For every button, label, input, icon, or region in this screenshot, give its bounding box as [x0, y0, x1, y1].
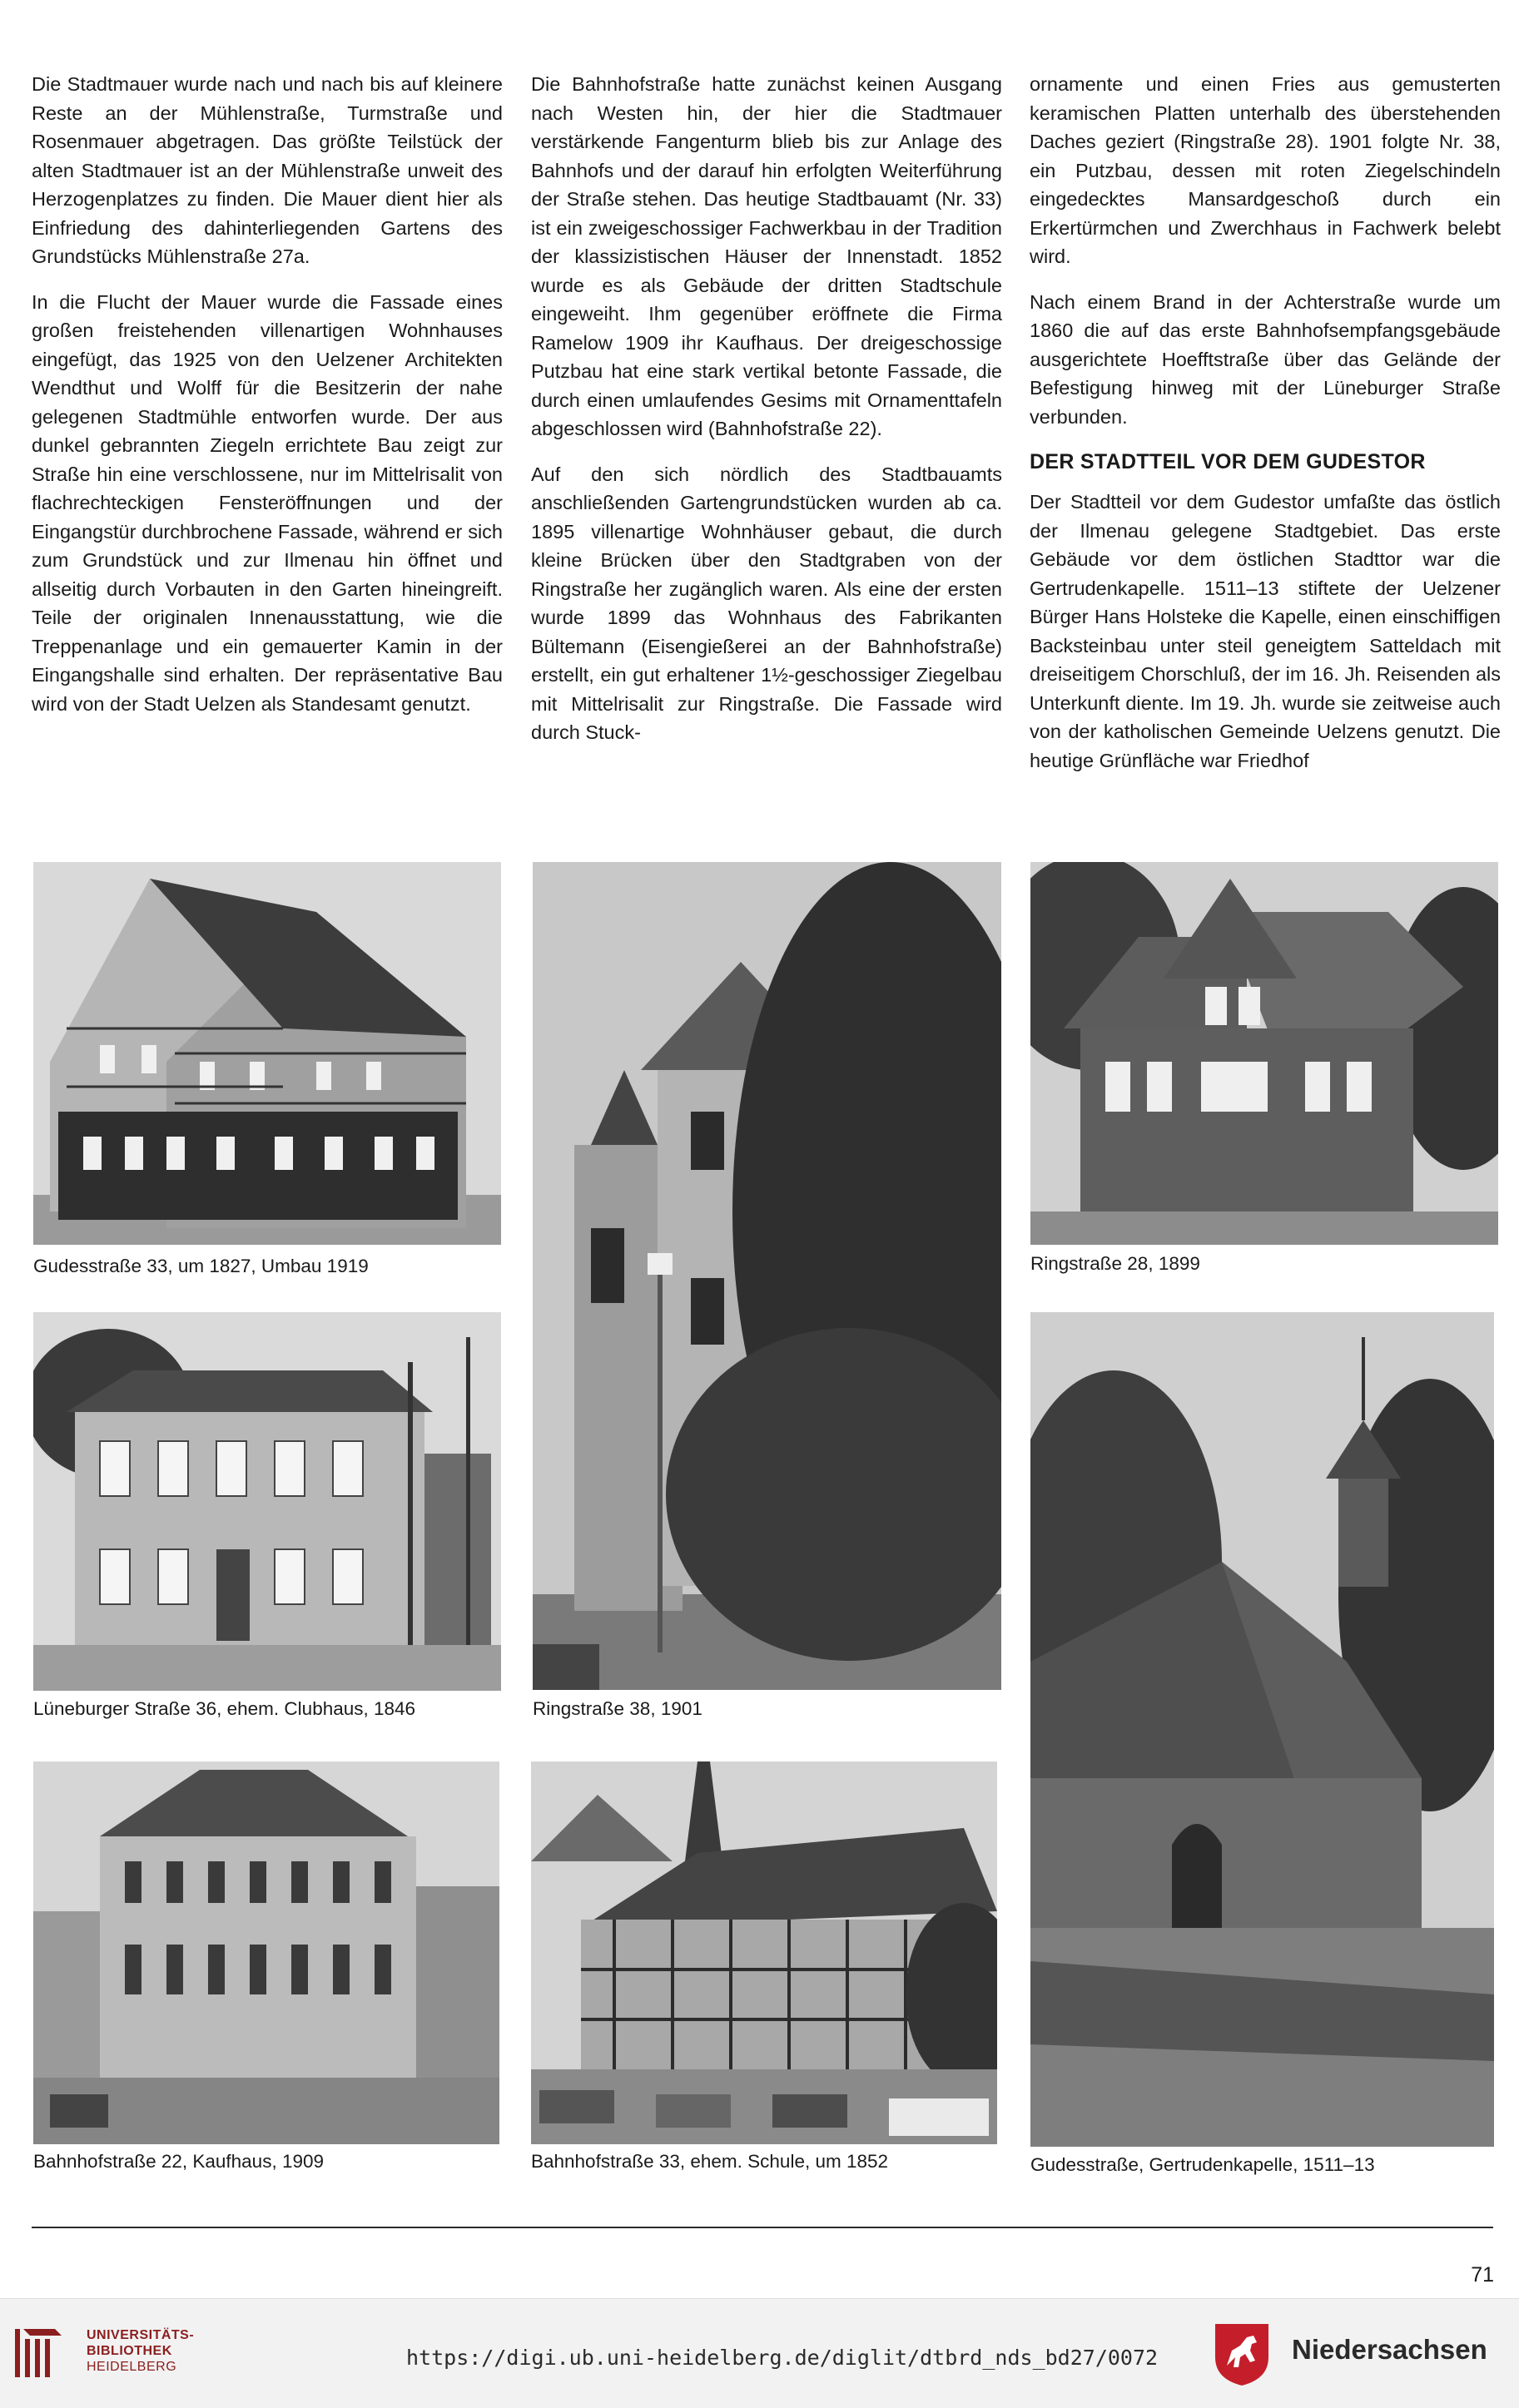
photo-bahnhofstrasse-33 [531, 1761, 997, 2144]
paragraph: ornamente und einen Fries aus gemusterten keramischen Platten unterhalb des überstehenden Daches geziert (Ringstraße 28). 1901 folgte Nr. 38, ein Putzbau, dessen mit roten Ziegelschindeln eingedecktes Mansardgeschoß durch ein Erkertürmchen und Zwerchhaus in Fachwerk belebt wird. [1030, 73, 1501, 267]
paragraph: Die Bahnhofstraße hatte zunächst keinen Ausgang nach Westen hin, der hier die Stadtmauer verstärkende Fangenturm blieb bis zur Anlage des Bahnhofs und der darauf hin erfolgten Weiterführung der Straße stehen. Das heutige Stadtbauamt (Nr. 33) ist ein zweigeschossiger Fachwerkbau in der Tradition der klassizistischen Häuser der Innenstadt. 1852 wurde es als Gebäude der dritten Stadtschule eingeweiht. Ihm gegenüber eröffnete die Firma Ramelow 1909 ihr Kaufhaus. Der dreigeschossige Putzbau hat eine stark vertikal betonte Fassade, die durch einen umlaufendes Gesims mit Ornamenttafeln abgeschlossen wird (Bahnhofstraße 22). [531, 73, 1002, 439]
photo-gertrudenkapelle [1030, 1312, 1494, 2147]
library-name[interactable] [87, 2327, 194, 2375]
caption: Lüneburger Straße 36, ehem. Clubhaus, 1846 [33, 1698, 416, 1719]
caption: Gudesstraße, Gertrudenkapelle, 1511–13 [1030, 2154, 1375, 2175]
text-column-left [32, 70, 503, 735]
photo-ringstrasse-38 [533, 862, 1001, 1690]
page-number: 71 [1471, 2263, 1494, 2287]
caption: Ringstraße 38, 1901 [533, 1698, 702, 1719]
state-name[interactable]: Niedersachsen [1292, 2334, 1487, 2365]
paragraph: Die Stadtmauer wurde nach und nach bis auf kleinere Reste an der Mühlenstraße, Turmstraße und Rosenmauer abgetragen. Das größte Teilstück der alten Stadtmauer ist an der Mühlenstraße unweit des Herzogenplatzes zu finden. Die Mauer dient hier als Einfriedung des dahinterliegenden Gartens des Grundstücks Mühlenstraße 27a. [32, 73, 503, 267]
library-name-line: UNIVERSITÄTS- [87, 2328, 195, 2342]
text-column-right [1030, 70, 1501, 791]
photo-bahnhofstrasse-22 [33, 1761, 499, 2144]
library-name-line: BIBLIOTHEK [87, 2344, 172, 2358]
digitization-footer [0, 2298, 1519, 2408]
library-name-line: HEIDELBERG [87, 2360, 177, 2374]
library-logo-icon [12, 2324, 70, 2382]
document-url-link[interactable]: https://digi.ub.uni-heidelberg.de/diglit/dtbrd_nds_bd27/0072 [406, 2346, 1159, 2370]
footer-rule [32, 2227, 1493, 2228]
paragraph: In die Flucht der Mauer wurde die Fassade eines großen freistehenden villenartigen Wohnhauses eingefügt, das 1925 von den Uelzener Architekten Wendthut und Wolff für die Besitzerin der nahe gelegenen Stadtmühle entworfen wurde. Der aus dunkel gebrannten Ziegeln errichtete Bau zeigt zur Straße hin eine verschlossene, nur im Mittelrisalit von flachrechteckigen Fensteröffnungen und der Eingangstür durchbrochene Fassade, während er sich zum Grundstück und zur Ilmenau hin öffnet und allseitig durch Vorbauten in den Garten hineingreift. Teile der originalen Innenausstattung, wie die Treppenanlage und ein gemauerter Kamin in der Eingangshalle sind erhalten. Der repräsentative Bau wird von der Stadt Uelzen als Standesamt genutzt. [32, 290, 503, 715]
photo-lueneburger-strasse-36 [33, 1312, 501, 1691]
text-column-middle [531, 70, 1002, 764]
caption: Gudesstraße 33, um 1827, Umbau 1919 [33, 1256, 369, 1276]
paragraph: Der Stadtteil vor dem Gudestor umfaßte das östlich der Ilmenau gelegene Stadtgebiet. Das erste Gebäude vor dem östlichen Stadttor war die Gertrudenkapelle. 1511–13 stiftete der Uelzener Bürger Hans Holsteke die Kapelle, einen einschiffigen Backsteinbau unter steil geneigtem Satteldach mit dreiseitigem Chorschluß, der im 16. Jh. Reisenden als Unterkunft diente. Im 19. Jh. wurde sie zeitweise auch von der katholischen Gemeinde Uelzens genutzt. Die heutige Grünfläche war Friedhof [1030, 491, 1501, 771]
paragraph: Auf den sich nördlich des Stadtbauamts anschließenden Gartengrundstücken wurden ab ca. 1895 villenartige Wohnhäuser gebaut, die durch kleine Brücken über den Stadtgraben von der Ringstraße her zugänglich waren. Als eine der ersten wurde 1899 das Wohnhaus des Fabrikanten Bültemann (Eisengießerei an der Bahnhofstraße) erstellt, ein gut erhaltener 1½-geschossiger Ziegelbau mit Mittelrisalit zur Ringstraße. Die Fassade wird durch Stuck- [531, 463, 1002, 743]
paragraph: Nach einem Brand in der Achterstraße wurde um 1860 die auf das erste Bahnhofsempfangsgebäude ausgerichtete Hoefftstraße über das Gelände der Befestigung hinweg mit der Lüneburger Straße verbunden. [1030, 290, 1501, 428]
section-heading: DER STADTTEIL VOR DEM GUDESTOR [1030, 450, 1426, 473]
niedersachsen-horse-icon[interactable] [1207, 2319, 1277, 2389]
photo-ringstrasse-28 [1030, 862, 1498, 1245]
caption: Bahnhofstraße 33, ehem. Schule, um 1852 [531, 2151, 889, 2172]
caption: Bahnhofstraße 22, Kaufhaus, 1909 [33, 2151, 325, 2172]
caption: Ringstraße 28, 1899 [1030, 1253, 1200, 1274]
photo-gudesstrasse-33 [33, 862, 501, 1245]
